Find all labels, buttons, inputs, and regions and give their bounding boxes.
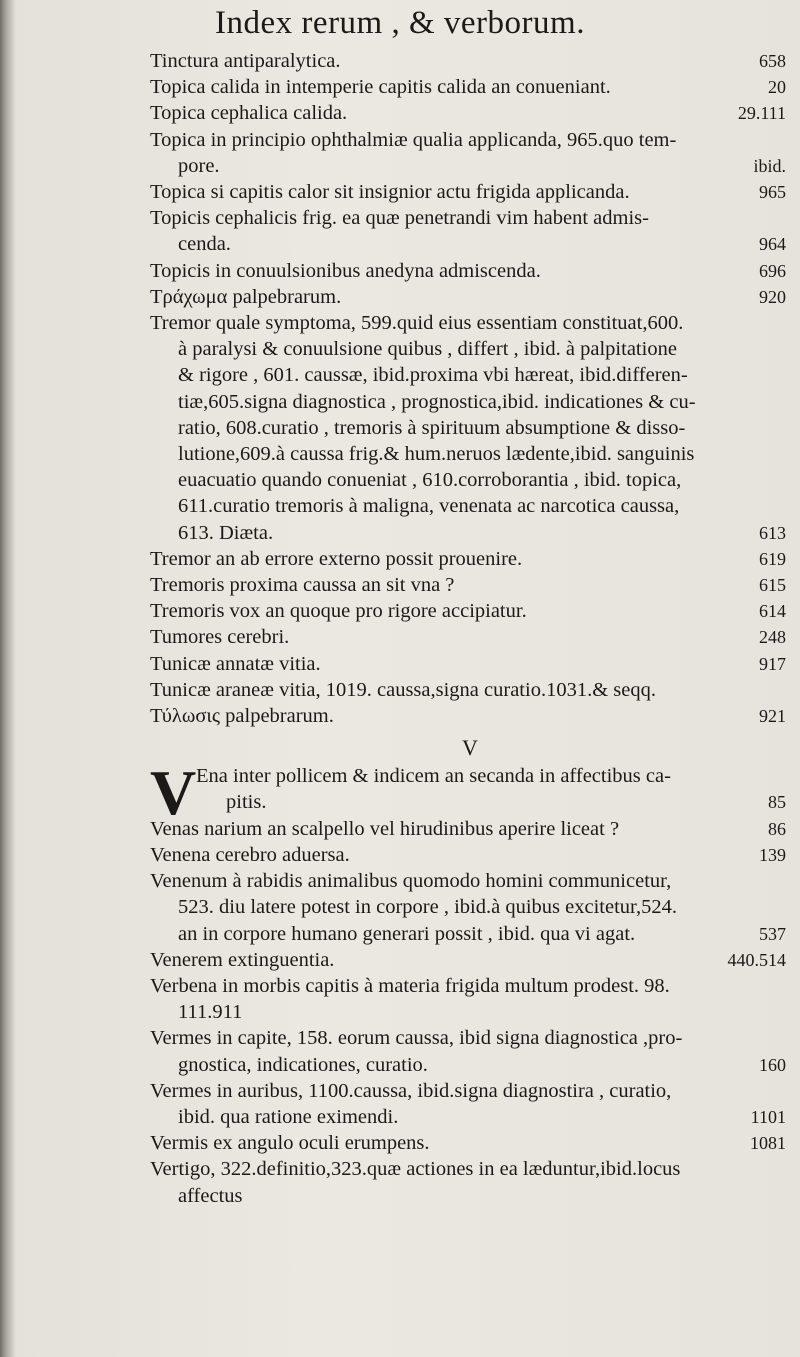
entry-heading: Tremor an ab errore externo possit prouenire. bbox=[150, 547, 523, 570]
entry-heading: Vermis ex angulo oculi erumpens. bbox=[150, 1132, 430, 1155]
index-entry bbox=[150, 205, 790, 257]
index-entry bbox=[150, 624, 790, 650]
entry-heading: Vermes in auribus, 1100.caussa, ibid.signa diagnostira , curatio, bbox=[150, 1079, 672, 1102]
entry-heading: Τράχωμα palpebrarum. bbox=[150, 285, 342, 308]
page-reference: 965 bbox=[759, 182, 786, 203]
entry-heading: Verbena in morbis capitis à materia frigida multum prodest. 98. bbox=[150, 974, 670, 997]
entry-heading: Topica in principio ophthalmiæ qualia applicanda, 965.quo tem- bbox=[150, 128, 677, 151]
entry-heading: Tremor quale symptoma, 599.quid eius essentiam constituat,600. bbox=[150, 312, 684, 335]
entry-continuation: tiæ,605.signa diagnostica , prognostica,ibid. indicationes & cu- bbox=[178, 390, 696, 413]
index-entry bbox=[150, 310, 790, 546]
entry-heading: Venenum à rabidis animalibus quomodo homini communicetur, bbox=[150, 870, 672, 893]
entry-heading: Topicis in conuulsionibus anedyna admiscenda. bbox=[150, 259, 541, 282]
index-entries bbox=[150, 48, 790, 1209]
index-entry bbox=[150, 868, 790, 947]
index-entry bbox=[150, 74, 790, 100]
index-entry bbox=[150, 598, 790, 624]
index-entry bbox=[150, 284, 790, 310]
index-entry bbox=[150, 1156, 790, 1208]
entry-continuation: 611.curatio tremoris à maligna, venenata ac narcotica caussa, bbox=[178, 495, 680, 518]
index-entry bbox=[150, 703, 790, 729]
entry-continuation: euacuatio quando conueniat , 610.corroborantia , ibid. topica, bbox=[178, 469, 682, 492]
page-reference: 20 bbox=[768, 77, 786, 98]
entry-heading: Topicis cephalicis frig. ea quæ penetrandi vim habent admis- bbox=[150, 207, 649, 230]
entry-heading: Topica cephalica calida. bbox=[150, 102, 348, 125]
entry-heading: Tunicæ araneæ vitia, 1019. caussa,signa curatio.1031.& seqq. bbox=[150, 678, 656, 701]
index-entry bbox=[150, 1078, 790, 1130]
entry-heading: Topica calida in intemperie capitis calida an conueniant. bbox=[150, 76, 611, 99]
page-reference: 248 bbox=[759, 627, 786, 648]
entry-heading: Tremoris vox an quoque pro rigore accipiatur. bbox=[150, 600, 527, 623]
entry-continuation: 111.911 bbox=[178, 1001, 243, 1024]
entry-continuation: 523. diu latere potest in corpore , ibid.à quibus excitetur,524. bbox=[178, 896, 678, 919]
page-reference: 1081 bbox=[750, 1133, 786, 1154]
entry-continuation: pore. bbox=[178, 154, 220, 177]
entry-continuation: an in corpore humano generari possit , ibid. qua vi agat. bbox=[178, 922, 636, 945]
page-reference: ibid. bbox=[753, 155, 786, 176]
index-entry bbox=[150, 1025, 790, 1077]
drop-cap: V bbox=[150, 757, 197, 829]
entry-heading: Tremoris proxima caussa an sit vna ? bbox=[150, 574, 455, 597]
entry-heading: Venena cerebro aduersa. bbox=[150, 843, 350, 866]
entry-heading: Τύλωσις palpebrarum. bbox=[150, 705, 334, 728]
page-reference: 139 bbox=[759, 844, 786, 865]
index-entry bbox=[150, 651, 790, 677]
entry-continuation: 613. Diæta. bbox=[178, 521, 274, 544]
entry-continuation: & rigore , 601. caussæ, ibid.proxima vbi hæreat, ibid.differen- bbox=[178, 364, 688, 387]
page-reference: 921 bbox=[759, 706, 786, 727]
entry-heading: Venerem extinguentia. bbox=[150, 948, 335, 971]
page-reference: 917 bbox=[759, 653, 786, 674]
index-entry bbox=[150, 100, 790, 126]
page-header: Index rerum , & verborum. bbox=[215, 5, 585, 41]
entry-continuation: cenda. bbox=[178, 233, 231, 256]
entry-heading: Ena inter pollicem & indicem an secanda in affectibus ca- bbox=[196, 765, 671, 788]
page-reference: 160 bbox=[759, 1054, 786, 1075]
entry-continuation: lutione,609.à caussa frig.& hum.neruos lædente,ibid. sanguinis bbox=[178, 443, 695, 466]
entry-heading: Tinctura antiparalytica. bbox=[150, 50, 341, 72]
index-entry bbox=[150, 677, 790, 703]
entry-continuation: gnostica, indicationes, curatio. bbox=[178, 1053, 428, 1076]
index-entry bbox=[150, 572, 790, 598]
page-reference: 440.514 bbox=[727, 949, 786, 970]
page-reference: 85 bbox=[768, 792, 786, 813]
page-reference: 1101 bbox=[750, 1106, 786, 1127]
section-letter: V bbox=[462, 735, 478, 761]
page-reference: 615 bbox=[759, 575, 786, 596]
entry-heading: Tumores cerebri. bbox=[150, 626, 290, 649]
entry-continuation: à paralysi & conuulsione quibus , differt , ibid. à palpitatione bbox=[178, 338, 677, 361]
index-entry bbox=[150, 842, 790, 868]
index-entry bbox=[150, 546, 790, 572]
entry-heading: Tunicæ annatæ vitia. bbox=[150, 652, 321, 675]
index-entry bbox=[150, 1130, 790, 1156]
entry-heading: Venas narium an scalpello vel hirudinibus aperire liceat ? bbox=[150, 817, 620, 840]
page-reference: 696 bbox=[759, 260, 786, 281]
page-reference: 964 bbox=[759, 234, 786, 255]
page-reference: 614 bbox=[759, 601, 786, 622]
index-entry bbox=[150, 973, 790, 1025]
index-entry bbox=[150, 48, 790, 74]
entry-continuation: ibid. qua ratione eximendi. bbox=[178, 1105, 399, 1128]
page-reference: 613 bbox=[759, 522, 786, 543]
index-entry bbox=[150, 179, 790, 205]
index-entry bbox=[150, 258, 790, 284]
entry-heading: Vertigo, 322.definitio,323.quæ actiones in ea læduntur,ibid.locus bbox=[150, 1158, 681, 1181]
page-reference: 920 bbox=[759, 286, 786, 307]
page-reference: 537 bbox=[759, 923, 786, 944]
page-reference: 86 bbox=[768, 818, 786, 839]
page-reference: 619 bbox=[759, 548, 786, 569]
index-entry bbox=[150, 127, 790, 179]
index-entry bbox=[150, 816, 790, 842]
page-reference: 658 bbox=[759, 51, 786, 71]
entry-continuation: ratio, 608.curatio , tremoris à spirituum absumptione & disso- bbox=[178, 416, 686, 439]
page-reference: 29.111 bbox=[737, 103, 786, 124]
entry-heading: Topica si capitis calor sit insignior actu frigida applicanda. bbox=[150, 181, 630, 204]
entry-heading: Vermes in capite, 158. eorum caussa, ibid signa diagnostica ,pro- bbox=[150, 1027, 683, 1050]
index-entry bbox=[150, 947, 790, 973]
entry-continuation: pitis. bbox=[226, 791, 267, 814]
entry-continuation: affectus bbox=[178, 1184, 243, 1207]
